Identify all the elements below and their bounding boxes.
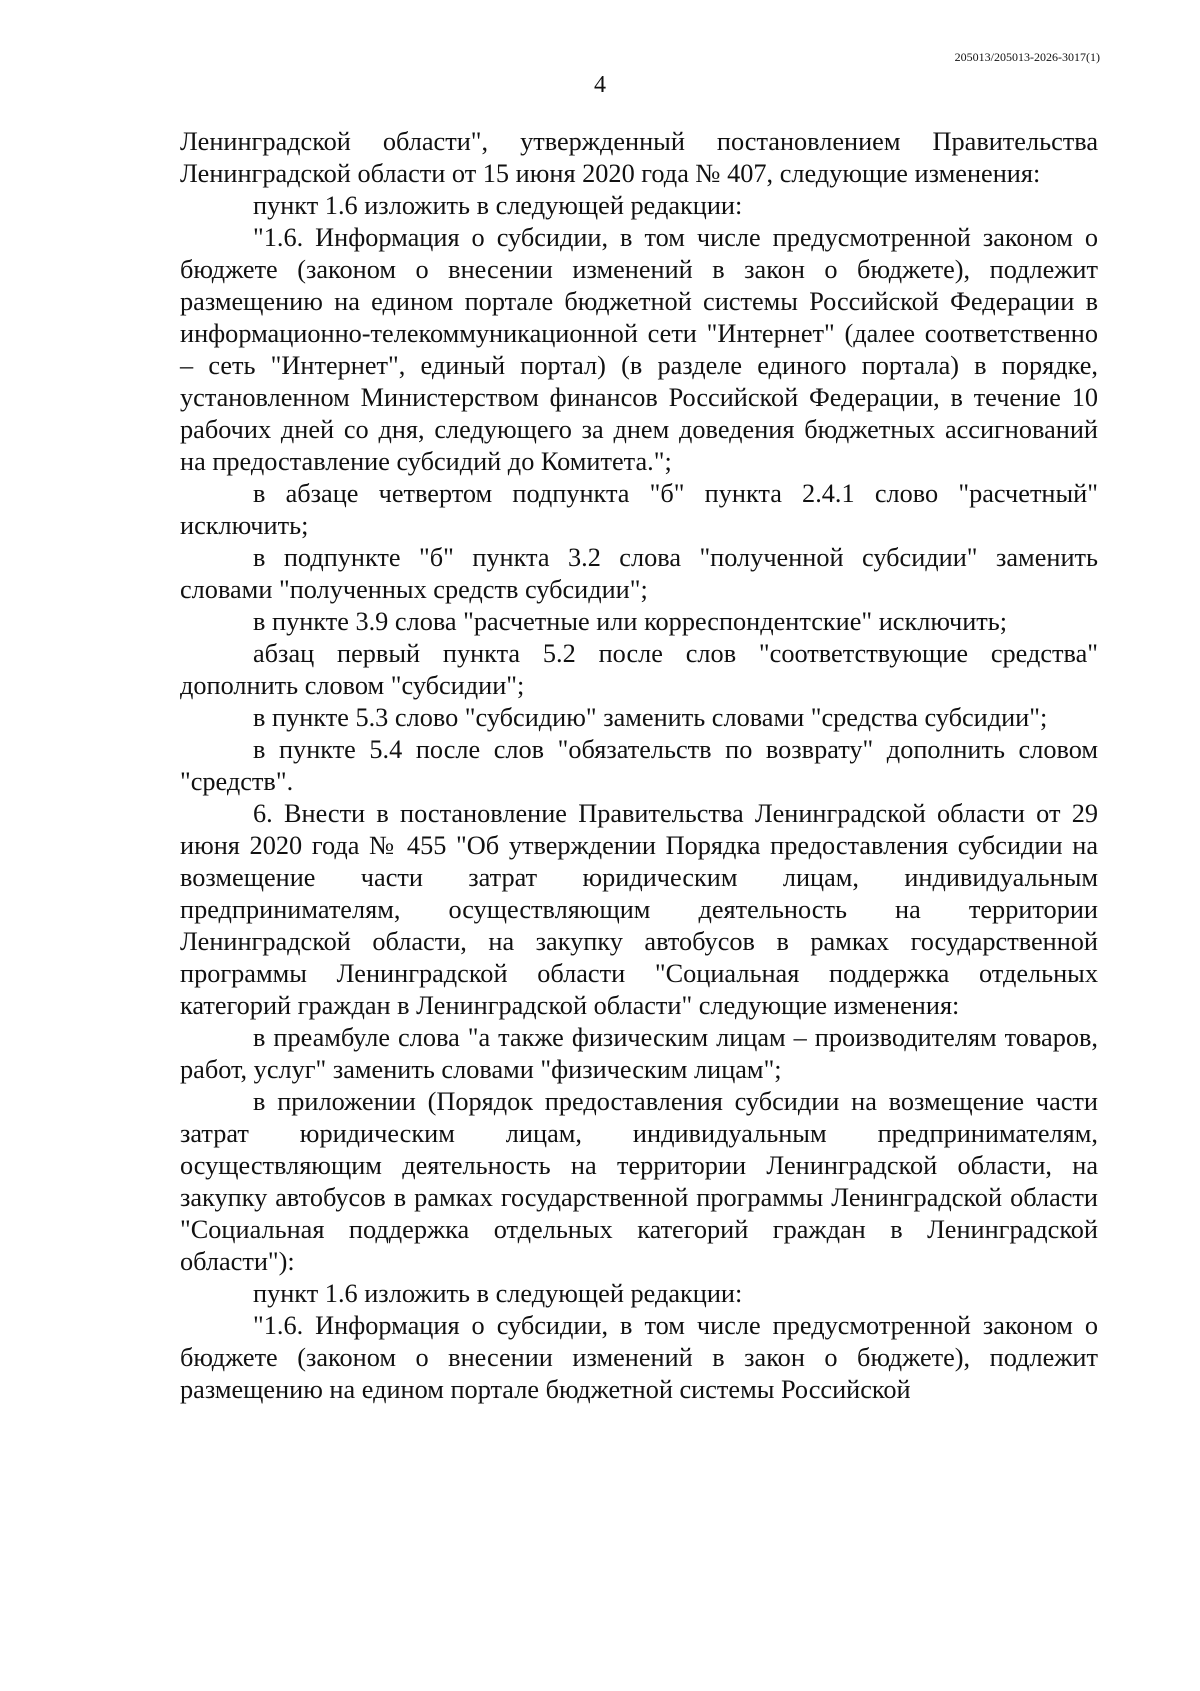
- paragraph: в абзаце четвертом подпункта "б" пункта 2.4.1 слово "расчетный" исключить;: [180, 479, 1098, 540]
- paragraph: 6. Внести в постановление Правительства Ленинградской области от 29 июня 2020 года № 455 "Об утверждении Порядка предоставления субсидии на возмещение части затрат юридическим лицам, индивидуальным предпринимателям, осуществляющим деятельность на территории Ленинградской области, на закупку автобусов в рамках государственной программы Ленинградской области "Социальная поддержка отдельных категорий граждан в Ленинградской области" следующие изменения:: [180, 799, 1098, 1020]
- paragraph: "1.6. Информация о субсидии, в том числе предусмотренной законом о бюджете (законом о внесении изменений в закон о бюджете), подлежит размещению на едином портале бюджетной системы Российской: [180, 1311, 1098, 1404]
- document-id: 205013/205013-2026-3017(1): [954, 50, 1100, 64]
- paragraph: "1.6. Информация о субсидии, в том числе предусмотренной законом о бюджете (законом о внесении изменений в закон о бюджете), подлежит размещению на едином портале бюджетной системы Российской Федерации в информационно-телекоммуникационной сети "Интернет" (далее соответственно – сеть "Интернет", единый портал) (в разделе единого портала) в порядке, установленном Министерством финансов Российской Федерации, в течение 10 рабочих дней со дня, следующего за днем доведения бюджетных ассигнований на предоставление субсидий до Комитета.";: [180, 223, 1098, 476]
- paragraph: в подпункте "б" пункта 3.2 слова "полученной субсидии" заменить словами "полученных средств субсидии";: [180, 543, 1098, 604]
- paragraph: в пункте 5.4 после слов "обязательств по возврату" дополнить словом "средств".: [180, 735, 1098, 796]
- paragraph: в пункте 5.3 слово "субсидию" заменить словами "средства субсидии";: [253, 703, 1048, 732]
- document-body: [180, 126, 1098, 1406]
- paragraph: абзац первый пункта 5.2 после слов "соответствующие средства" дополнить словом "субсидии";: [180, 639, 1098, 700]
- paragraph: в приложении (Порядок предоставления субсидии на возмещение части затрат юридическим лицам, индивидуальным предпринимателям, осуществляющим деятельность на территории Ленинградской области, на закупку автобусов в рамках государственной программы Ленинградской области "Социальная поддержка отдельных категорий граждан в Ленинградской области"):: [180, 1087, 1098, 1276]
- page-number: 4: [594, 72, 606, 98]
- paragraph: в пункте 3.9 слова "расчетные или корреспондентские" исключить;: [253, 607, 1008, 636]
- paragraph: Ленинградской области", утвержденный постановлением Правительства Ленинградской области от 15 июня 2020 года № 407, следующие изменения:: [180, 127, 1098, 188]
- paragraph: пункт 1.6 изложить в следующей редакции:: [253, 191, 743, 220]
- paragraph: в преамбуле слова "а также физическим лицам – производителям товаров, работ, услуг" заменить словами "физическим лицам";: [180, 1023, 1098, 1084]
- paragraph: пункт 1.6 изложить в следующей редакции:: [253, 1279, 743, 1308]
